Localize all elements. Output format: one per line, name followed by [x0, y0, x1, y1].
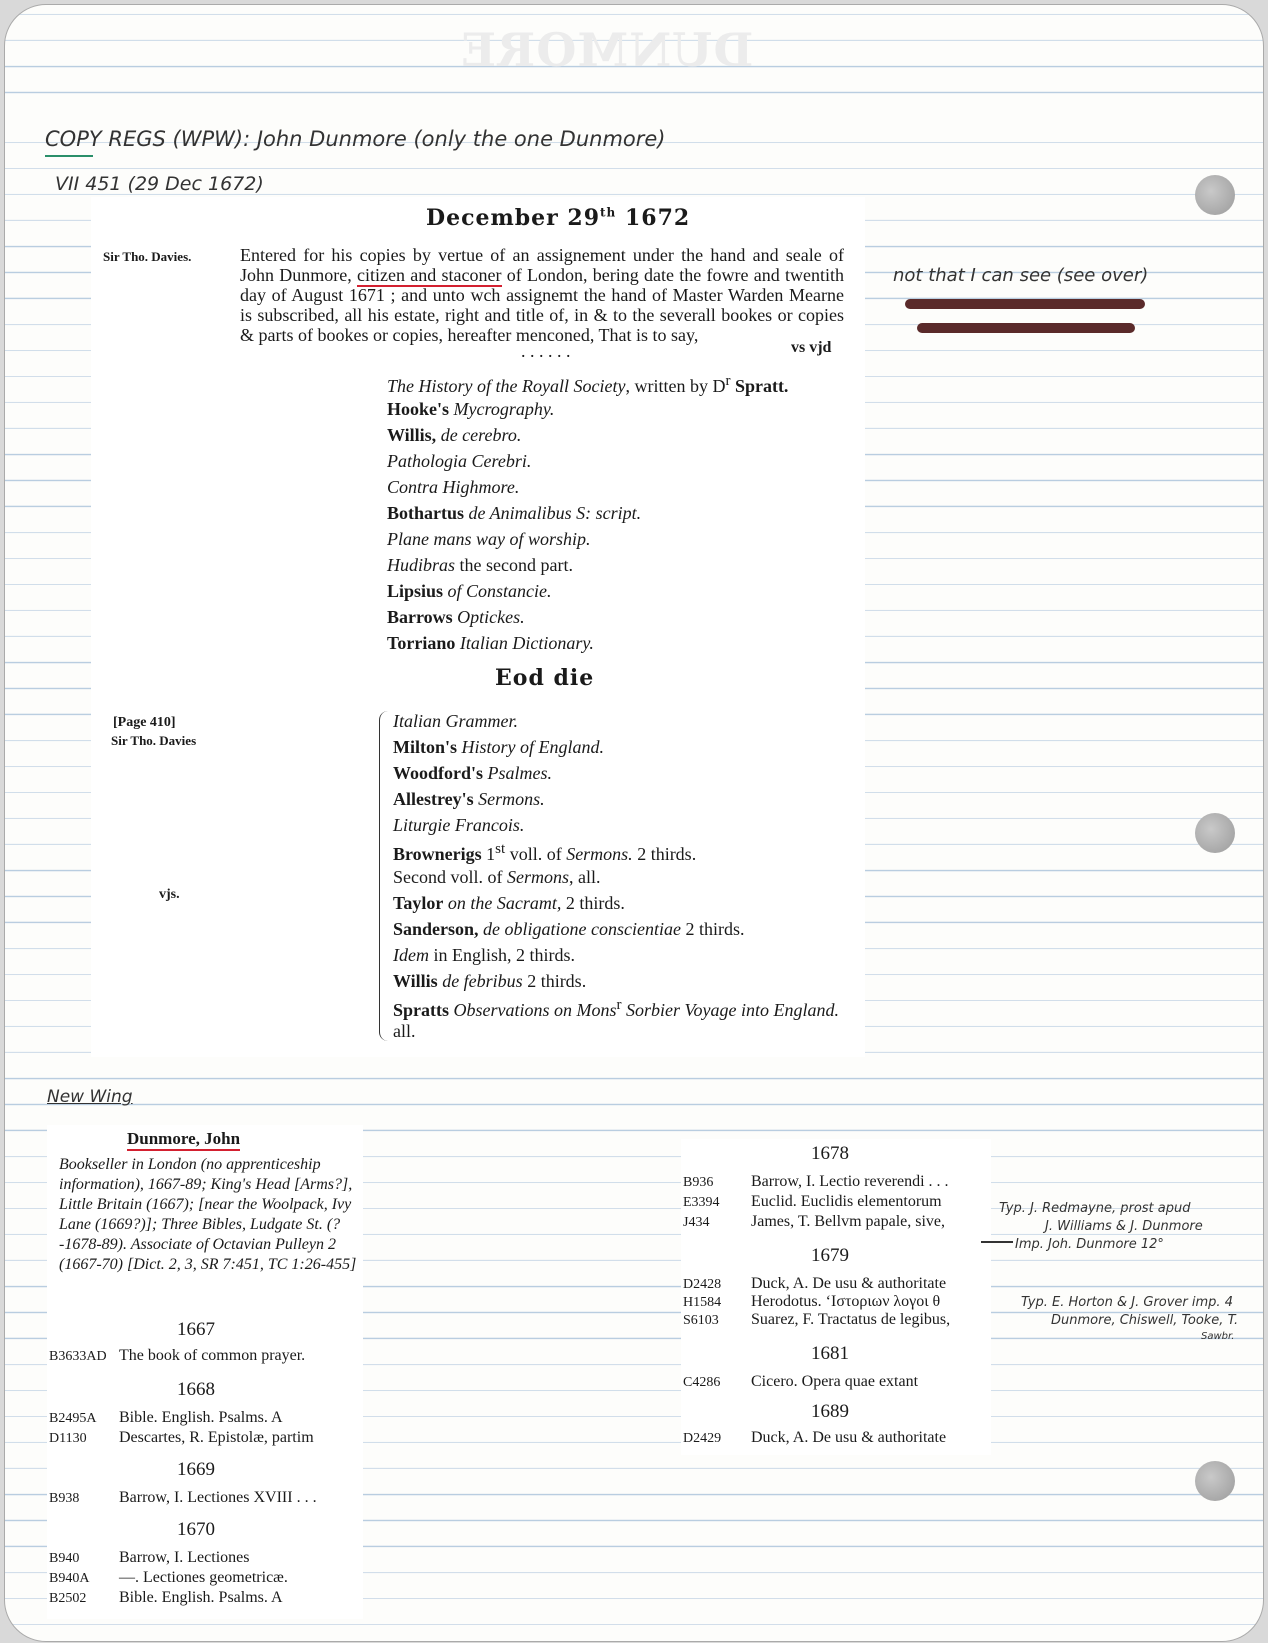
binder-hole-top [1195, 175, 1235, 215]
wing-description: Bookseller in London (no apprenticeship information), 1667-89; King's Head [Arms?], Little Britain (1667); [near the Woolpack, Ivy Lane (1669?)]; Three Bibles, Ludgate St. (?-1678-89). Associate of Octavian Pulleyn 2 (1667-70) [Dict. 2, 3, SR 7:451, TC 1:26-455] [59, 1156, 357, 1273]
wing-code: B2502 [49, 1591, 87, 1606]
year-heading: 1669 [177, 1459, 215, 1480]
wing-name: Dunmore, John [127, 1129, 240, 1151]
wing-title: Descartes, R. Epistolæ, partim [119, 1429, 314, 1446]
wing-code: B940 [49, 1551, 80, 1566]
bleed-through-heading: DUNMORE [460, 23, 754, 77]
book-item: Willis, de cerebro. [387, 425, 522, 445]
book-item: Idem in English, 2 thirds. [393, 945, 575, 965]
book-item: Plane mans way of worship. [387, 529, 591, 549]
wing-code: C4286 [683, 1375, 721, 1390]
year-heading: 1681 [811, 1343, 849, 1364]
annotation-note: J. Williams & J. Dunmore [1045, 1219, 1203, 1234]
wing-code: D2428 [683, 1277, 722, 1292]
register-ref-note: VII 451 (29 Dec 1672) [55, 173, 264, 195]
entry-fee: vs vjd [791, 339, 832, 356]
wing-title: The book of common prayer. [119, 1347, 306, 1364]
page-ref: [Page 410] [113, 715, 176, 730]
book-item: Brownerigs 1st voll. of Sermons. 2 thirds. [393, 841, 697, 864]
entry-party-2: Sir Tho. Davies [111, 733, 197, 748]
wing-clipping-right [681, 1139, 991, 1455]
book-item: Liturgie Francois. [393, 815, 525, 835]
year-heading: 1668 [177, 1379, 215, 1400]
entry-text: Entered for his copies by vertue of an assignement under the hand and seale of John Dunmore, citizen and staconer of London, bering date the fowre and twentith day of August 1671 ; and unto wch assignemt the hand of Master Warden Mearne is subscribed, all his estate, right and title of, in & to the severall bookes or copies & parts of bookes or copies, hereafter menconed, That is to say, [240, 245, 845, 345]
annotation-note: Typ. E. Horton & J. Grover imp. 4 [1021, 1295, 1233, 1310]
new-wing-label: New Wing [47, 1087, 133, 1107]
book-item: Milton's History of England. [393, 737, 605, 757]
book-item: Woodford's Psalmes. [393, 763, 553, 783]
book-item: Lipsius of Constancie. [387, 581, 552, 601]
wing-title: Barrow, I. Lectiones [119, 1549, 250, 1566]
book-item: Barrows Optickes. [387, 607, 525, 627]
wing-title: Euclid. Euclidis elementorum [751, 1193, 942, 1210]
annotation-arrow [981, 1241, 1013, 1243]
annotation-note: Dunmore, Chiswell, Tooke, T. [1051, 1313, 1239, 1328]
book-item: Hooke's Mycrography. [387, 399, 555, 419]
binder-hole-middle [1195, 813, 1235, 853]
annotation-note: Typ. J. Redmayne, prost apud [999, 1201, 1191, 1216]
wing-title: —. Lectiones geometricæ. [119, 1569, 288, 1586]
wing-title: Herodotus. ‘Ιστοριων λογοι θ [751, 1293, 941, 1310]
book-item: Spratts Observations on Mons$^r$ Sorbier Voyage into England. all. [393, 997, 839, 1041]
book-item: Torriano Italian Dictionary. [387, 633, 594, 653]
year-heading: 1679 [811, 1245, 849, 1266]
book-item: Allestrey's Sermons. [393, 789, 545, 809]
margin-note: not that I can see (see over) [893, 265, 1149, 286]
wing-code: B2495A [49, 1411, 97, 1426]
annotation-note: Sawbr. [1201, 1331, 1235, 1342]
book-item: Bothartus de Animalibus S: script. [387, 503, 642, 523]
book-item: Hudibras the second part. [387, 555, 573, 575]
wing-code: H1584 [683, 1295, 722, 1310]
annotation-note: Imp. Joh. Dunmore 12° [1015, 1237, 1164, 1252]
wing-code: E3394 [683, 1195, 720, 1210]
wing-title: Bible. English. Psalms. A [119, 1409, 283, 1426]
book-item: Pathologia Cerebri. [387, 451, 532, 471]
scribble-out-1 [905, 299, 1145, 309]
wing-code: B3633AD [49, 1349, 107, 1364]
wing-title: Barrow, I. Lectio reverendi . . . [751, 1173, 949, 1190]
wing-code: J434 [683, 1215, 710, 1230]
book-item: Willis de febribus 2 thirds. [393, 971, 587, 991]
register-clipping [91, 197, 865, 1057]
brace [379, 711, 388, 1041]
wing-code: B940A [49, 1571, 90, 1586]
wing-code: S6103 [683, 1313, 719, 1328]
entry-party: Sir Tho. Davies. [103, 249, 192, 264]
wing-clipping-left [47, 1125, 363, 1619]
book-item: Sanderson, de obligatione conscientiae 2 thirds. [393, 919, 745, 939]
wing-code: B938 [49, 1491, 80, 1506]
header-underline [45, 155, 93, 157]
year-heading: 1689 [811, 1401, 849, 1422]
book-item: The History of the Royall Society, written by $D^r$ Spratt. [387, 373, 789, 396]
wing-title: Duck, A. De usu & authoritate [751, 1429, 947, 1446]
year-heading: 1670 [177, 1519, 215, 1540]
wing-title: Bible. English. Psalms. A [119, 1589, 283, 1606]
book-item: Taylor on the Sacramt, 2 thirds. [393, 893, 625, 913]
wing-code: D1130 [49, 1431, 87, 1446]
year-heading: 1678 [811, 1143, 849, 1164]
wing-title: Cicero. Opera quae extant [751, 1373, 919, 1390]
entry-date-heading: December 29th 1672 [426, 205, 691, 231]
wing-title: Suarez, F. Tractatus de legibus, [751, 1311, 951, 1328]
header-note: COPY REGS (WPW): John Dunmore (only the one Dunmore) [45, 127, 666, 151]
eod-die-heading: Eod die [495, 665, 595, 691]
wing-title: Duck, A. De usu & authoritate [751, 1275, 947, 1292]
binder-hole-bottom [1195, 1461, 1235, 1501]
index-card [4, 4, 1264, 1642]
wing-title: Barrow, I. Lectiones XVIII . . . [119, 1489, 317, 1506]
book-item: Contra Highmore. [387, 477, 520, 497]
wing-title: James, T. Bellvm papale, sive, [751, 1213, 946, 1230]
book-item: Italian Grammer. [393, 711, 518, 731]
wing-code: B936 [683, 1175, 714, 1190]
entry-dots: . . . . . . [521, 341, 571, 361]
book-item: Second voll. of Sermons, all. [393, 867, 601, 887]
wing-code: D2429 [683, 1431, 722, 1446]
scribble-out-2 [917, 323, 1135, 333]
fee-2: vjs. [159, 887, 180, 902]
year-heading: 1667 [177, 1319, 215, 1340]
